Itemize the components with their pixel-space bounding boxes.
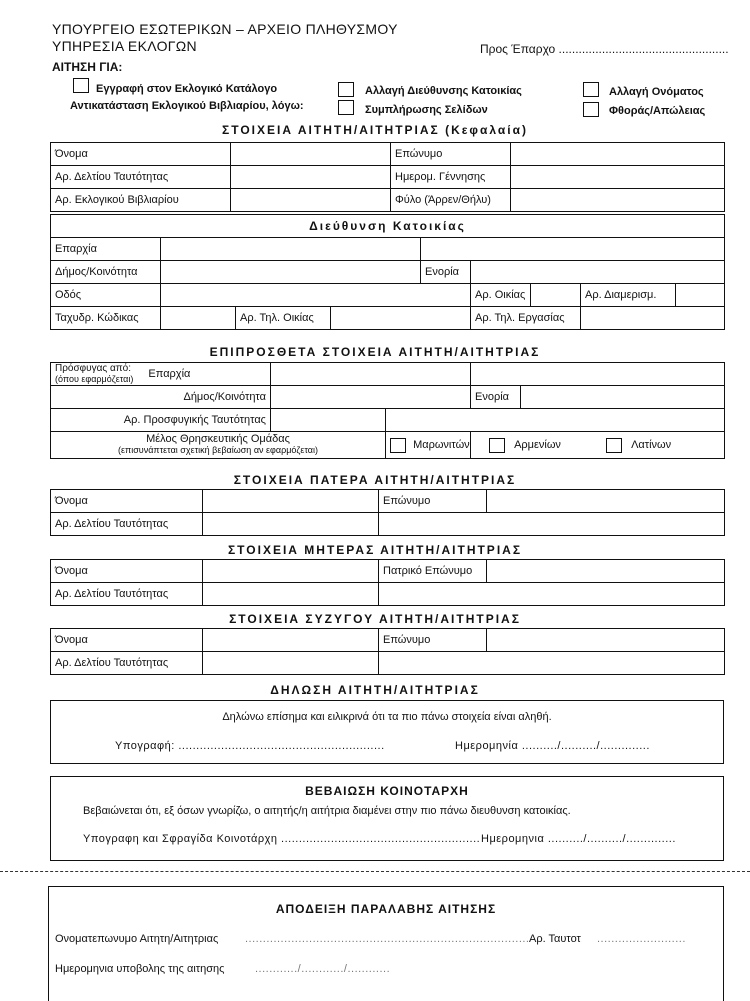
mother-maiden-label: Πατρικό Επώνυμο [379,560,487,583]
father-name-input[interactable] [203,490,379,513]
address-street-label: Οδός [51,284,161,307]
receipt-date-field[interactable]: ............/............/............ [255,963,391,975]
receipt-id-label: Αρ. Ταυτοτ [529,933,581,945]
receipt-id-field[interactable]: ......................... [597,933,686,945]
extra-municipality-input[interactable] [271,386,471,409]
address-change-checkbox[interactable] [338,82,354,97]
address-workphone-input[interactable] [581,307,725,330]
applicant-name-label: Όνομα [51,143,231,166]
latins-label: Λατίνων [631,438,672,451]
registration-checkbox[interactable] [73,78,89,93]
address-postcode-input[interactable] [161,307,236,330]
extra-district-input-2[interactable] [471,363,725,386]
page-fill-label: Συμπλήρωσης Σελίδων [365,104,488,116]
declaration-box [50,700,724,764]
certification-text: Βεβαιώνεται ότι, εξ όσων γνωρίζω, ο αιτητής/η αιτήτρια διαμένει στην πιο πάνω διευθυνση κατοικίας. [83,805,571,817]
applicant-name-input[interactable] [231,143,391,166]
applicant-section-title: ΣΤΟΙΧΕΙΑ ΑΙΤΗΤΗ/ΑΙΤΗΤΡΙΑΣ (Κεφαλαία) [222,123,528,137]
applicant-id-input[interactable] [231,166,391,189]
father-surname-label: Επώνυμο [379,490,487,513]
name-change-label: Αλλαγή Ονόματος [609,86,704,98]
applicant-voterbook-input[interactable] [231,189,391,212]
father-surname-input[interactable] [487,490,725,513]
address-parish-input[interactable] [471,261,725,284]
receipt-box [48,886,724,1001]
receipt-date-label: Ημερομηνια υποβολης της αιτησης [55,963,225,975]
mother-name-label: Όνομα [51,560,203,583]
address-apartment-input[interactable] [676,284,725,307]
address-apartment-label: Αρ. Διαμερισμ. [581,284,676,307]
mother-name-input[interactable] [203,560,379,583]
religious-group-label: Μέλος Θρησκευτικής Ομάδας [146,433,290,445]
mother-section-title: ΣΤΟΙΧΕΙΑ ΜΗΤΕΡΑΣ ΑΙΤΗΤΗ/ΑΙΤΗΤΡΙΑΣ [227,543,523,557]
father-table [50,489,725,536]
address-district-label: Επαρχία [51,238,161,261]
spouse-section-title: ΣΤΟΙΧΕΙΑ ΣΥΖΥΓΟΥ ΑΙΤΗΤΗ/ΑΙΤΗΤΡΙΑΣ [229,612,521,626]
applicant-surname-label: Επώνυμο [391,143,511,166]
cut-line [0,871,750,872]
certification-signature-field[interactable]: Υπογραφη και Σφραγίδα Κοινοτάρχη ........................................................ [83,833,481,845]
father-name-label: Όνομα [51,490,203,513]
applicant-gender-input[interactable] [511,189,725,212]
extra-table [50,362,725,459]
father-id-input[interactable] [203,513,379,536]
religious-note: (επισυνάπτεται σχετική βεβαίωση αν εφαρμόζεται) [118,445,318,455]
declaration-date-field[interactable]: Ημερομηνία ........../........../.............. [455,740,650,752]
mother-id-input[interactable] [203,583,379,606]
name-change-checkbox[interactable] [583,82,599,97]
father-id-input-2[interactable] [379,513,725,536]
address-workphone-label: Αρ. Τηλ. Εργασίας [471,307,581,330]
page-fill-checkbox[interactable] [338,100,354,115]
extra-district-cell [51,363,271,386]
extra-section-title: ΕΠΙΠΡΟΣΘΕΤΑ ΣΤΟΙΧΕΙΑ ΑΙΤΗΤΗ/ΑΙΤΗΤΡΙΑΣ [209,345,541,359]
wear-loss-label: Φθοράς/Απώλειας [609,105,706,117]
replacement-label: Αντικατάσταση Εκλογικού Βιβλιαρίου, λόγω: [70,100,304,112]
armenians-label: Αρμενίων [514,438,561,451]
address-postcode-label: Ταχυδρ. Κώδικας [51,307,161,330]
extra-parish-label: Ενορία [471,386,521,409]
address-street-input[interactable] [161,284,471,307]
father-id-label: Αρ. Δελτίου Ταυτότητας [51,513,203,536]
applicant-gender-label: Φύλο (Άρρεν/Θήλυ) [391,189,511,212]
address-district-input[interactable] [161,238,421,261]
address-homephone-input[interactable] [331,307,471,330]
extra-parish-input[interactable] [521,386,725,409]
mother-maiden-input[interactable] [487,560,725,583]
spouse-name-input[interactable] [203,629,379,652]
armenians-checkbox[interactable] [489,438,505,453]
address-municipality-input[interactable] [161,261,421,284]
declaration-section-title: ΔΗΛΩΣΗ ΑΙΤΗΤΗ/ΑΙΤΗΤΡΙΑΣ [270,683,480,697]
address-table [50,214,725,330]
mother-id-label: Αρ. Δελτίου Ταυτότητας [51,583,203,606]
extra-district-label: Επαρχία [148,368,191,380]
refugee-id-input[interactable] [271,409,386,432]
spouse-name-label: Όνομα [51,629,203,652]
applicant-id-label: Αρ. Δελτίου Ταυτότητας [51,166,231,189]
certification-title: ΒΕΒΑΙΩΣΗ ΚΟΙΝΟΤΑΡΧΗ [305,784,469,798]
applicant-surname-input[interactable] [511,143,725,166]
certification-box [50,776,724,861]
declaration-text: Δηλώνω επίσημα και ειλικρινά ότι τα πιο πάνω στοιχεία είναι αληθή. [222,711,552,723]
spouse-id-input-2[interactable] [379,652,725,675]
religious-group-cell [51,432,386,459]
address-houseno-label: Αρ. Οικίας [471,284,531,307]
extra-district-input[interactable] [271,363,471,386]
applicant-voterbook-label: Αρ. Εκλογικού Βιβλιαρίου [51,189,231,212]
applicant-table [50,142,725,212]
spouse-id-label: Αρ. Δελτίου Ταυτότητας [51,652,203,675]
wear-loss-checkbox[interactable] [583,102,599,117]
applicant-birthdate-input[interactable] [511,166,725,189]
registration-label: Εγγραφή στον Εκλογικό Κατάλογο [96,83,278,95]
receipt-fullname-field[interactable]: ................................................................................ [245,933,530,945]
refugee-id-input-2[interactable] [386,409,725,432]
address-homephone-label: Αρ. Τηλ. Οικίας [236,307,331,330]
address-houseno-input[interactable] [531,284,581,307]
latins-checkbox[interactable] [606,438,622,453]
maronites-label: Μαρωνιτών [413,438,470,451]
mother-id-input-2[interactable] [379,583,725,606]
maronites-checkbox[interactable] [390,438,406,453]
applicant-birthdate-label: Ημερομ. Γέννησης [391,166,511,189]
extra-municipality-label: Δήμος/Κοινότητα [51,386,271,409]
refugee-id-label: Αρ. Προσφυγικής Ταυτότητας [51,409,271,432]
spouse-surname-label: Επώνυμο [379,629,487,652]
address-parish-label: Ενορία [421,261,471,284]
mother-table [50,559,725,606]
spouse-surname-input[interactable] [487,629,725,652]
refugee-note: (όπου εφαρμόζεται) [55,374,134,384]
maronites-cell [386,432,471,459]
declaration-signature-field[interactable]: Υπογραφή: .......................................................... [115,740,385,752]
armenian-latin-cell [471,432,725,459]
spouse-table [50,628,725,675]
address-section-title: Διεύθυνση Κατοικίας [51,215,725,238]
address-change-label: Αλλαγή Διεύθυνσης Κατοικίας [365,85,522,97]
receipt-fullname-label: Ονοματεπωνυμο Αιτητη/Αιτητριας [55,933,219,945]
receipt-title: ΑΠΟΔΕΙΞΗ ΠΑΡΑΛΑΒΗΣ ΑΙΤΗΣΗΣ [275,902,497,916]
certification-date-field[interactable]: Ημερομηνια ........../........../.............. [481,833,676,845]
service-title: ΥΠΗΡΕΣΙΑ ΕΚΛΟΓΩΝ [52,38,197,54]
refugee-from-label: Πρόσφυγας από: [55,363,131,374]
application-for-label: ΑΙΤΗΣΗ ΓΙΑ: [52,60,123,74]
father-section-title: ΣΤΟΙΧΕΙΑ ΠΑΤΕΡΑ ΑΙΤΗΤΗ/ΑΙΤΗΤΡΙΑΣ [233,473,517,487]
to-district-field[interactable]: Προς Έπαρχο ................................................... [480,42,729,56]
address-district-input-2[interactable] [421,238,725,261]
spouse-id-input[interactable] [203,652,379,675]
ministry-title: ΥΠΟΥΡΓΕΙΟ ΕΣΩΤΕΡΙΚΩΝ – ΑΡΧΕΙΟ ΠΛΗΘΥΣΜΟΥ [52,21,398,37]
address-municipality-label: Δήμος/Κοινότητα [51,261,161,284]
